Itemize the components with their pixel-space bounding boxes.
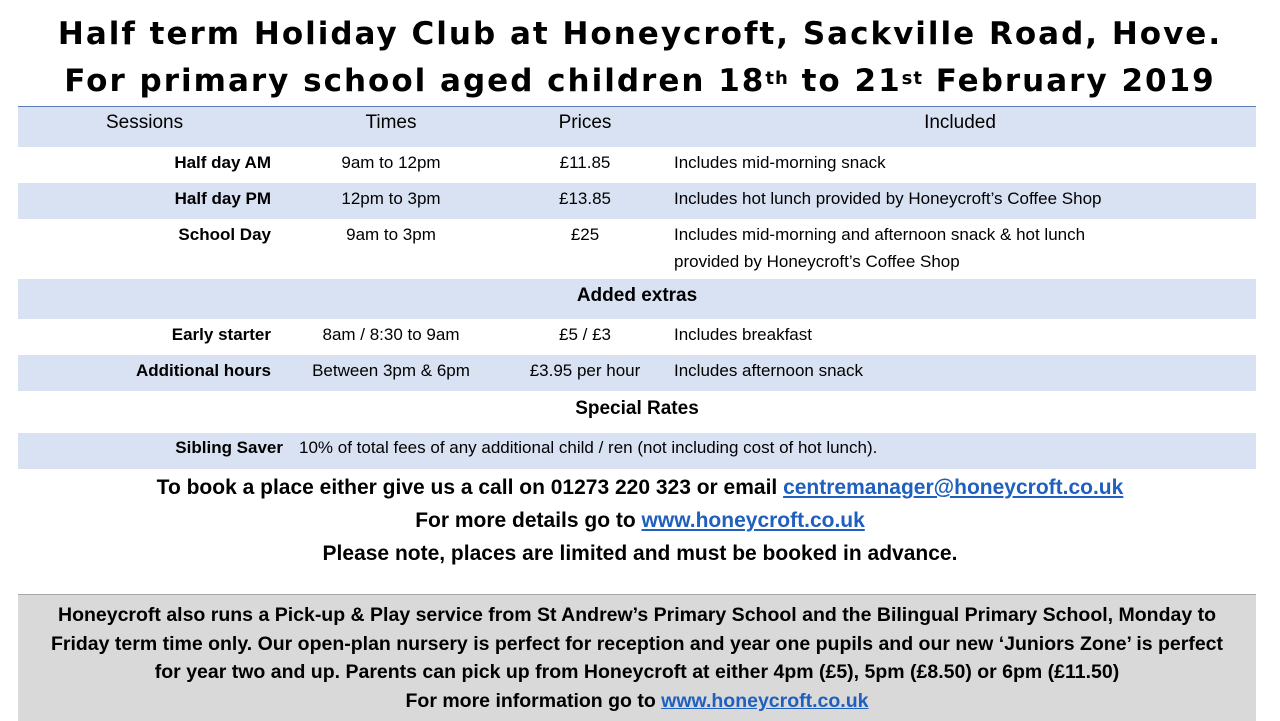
special-text: 10% of total fees of any additional child / ren (not including cost of hot lunch).	[299, 438, 878, 457]
subtitle-part-2: to 21	[788, 63, 902, 99]
extra-name: Early starter	[171, 325, 271, 344]
booking-line-1	[0, 471, 1280, 504]
session-included: Includes mid-morning snack	[674, 153, 886, 172]
extra-included: Includes breakfast	[674, 325, 812, 344]
header-times: Times	[365, 112, 417, 133]
special-heading-row	[18, 391, 1256, 433]
table-row	[18, 319, 1256, 355]
session-price: £11.85	[559, 153, 611, 172]
page-subtitle	[0, 58, 1280, 104]
table-row	[18, 147, 1256, 183]
session-included: Includes hot lunch provided by Honeycroft’s Coffee Shop	[674, 189, 1102, 208]
extra-price: £3.95 per hour	[529, 361, 641, 380]
session-included-line2: provided by Honeycroft’s Coffee Shop	[674, 252, 960, 271]
extras-heading: Added extras	[576, 285, 698, 306]
subtitle-sup-st: st	[901, 68, 923, 89]
booking-note: Please note, places are limited and must be booked in advance.	[322, 542, 958, 565]
footer-line-2: Friday term time only. Our open-plan nursery is perfect for reception and year one pupils and our new ‘Juniors Zone’ is perfect	[50, 633, 1224, 655]
session-time: 9am to 3pm	[346, 225, 436, 244]
table-row	[18, 433, 1256, 469]
header-sessions: Sessions	[106, 112, 184, 133]
session-time: 12pm to 3pm	[341, 189, 441, 208]
session-name: Half day PM	[174, 189, 271, 208]
extra-included: Includes afternoon snack	[674, 361, 864, 380]
extras-heading-row	[18, 279, 1256, 319]
subtitle-part-3: February 2019	[922, 63, 1216, 99]
extra-time: 8am / 8:30 to 9am	[322, 325, 460, 344]
footer-website-link[interactable]: www.honeycroft.co.uk	[661, 690, 869, 712]
subtitle-part-1: For primary school aged children 18	[64, 63, 766, 99]
session-price: £25	[570, 225, 600, 244]
table-row	[18, 183, 1256, 219]
table-row	[18, 355, 1256, 391]
special-heading: Special Rates	[575, 398, 699, 419]
subtitle-sup-th: th	[765, 68, 789, 89]
session-name: School Day	[178, 225, 271, 244]
booking-phone-text: To book a place either give us a call on 01273 220 323 or email	[156, 476, 784, 499]
session-included-line1: Includes mid-morning and afternoon snack & hot lunch	[674, 225, 1086, 244]
email-link[interactable]: centremanager@honeycroft.co.uk	[783, 476, 1124, 499]
table-header-row	[18, 107, 1256, 147]
header-included: Included	[924, 112, 996, 133]
footer-line-3: for year two and up. Parents can pick up from Honeycroft at either 4pm (£5), 5pm (£8.50) or 6pm (£11.50)	[154, 661, 1120, 683]
footer-line-4	[18, 687, 1256, 715]
extra-name: Additional hours	[135, 361, 271, 380]
footer-panel	[18, 594, 1256, 721]
session-price: £13.85	[559, 189, 611, 208]
booking-line-2	[0, 504, 1280, 537]
special-name: Sibling Saver	[175, 438, 283, 457]
extra-time: Between 3pm & 6pm	[312, 361, 470, 380]
table-row	[18, 219, 1256, 279]
footer-line-1: Honeycroft also runs a Pick-up & Play service from St Andrew’s Primary School and the Bilingual Primary School, Monday to	[57, 604, 1216, 626]
extra-price: £5 / £3	[559, 325, 611, 344]
footer-info-text: For more information go to	[405, 690, 662, 712]
website-link[interactable]: www.honeycroft.co.uk	[641, 509, 865, 532]
details-text: For more details go to	[415, 509, 642, 532]
session-name: Half day AM	[174, 153, 271, 172]
header-prices: Prices	[558, 112, 612, 133]
session-time: 9am to 12pm	[341, 153, 441, 172]
page-title: Half term Holiday Club at Honeycroft, Sackville Road, Hove.	[57, 16, 1223, 52]
